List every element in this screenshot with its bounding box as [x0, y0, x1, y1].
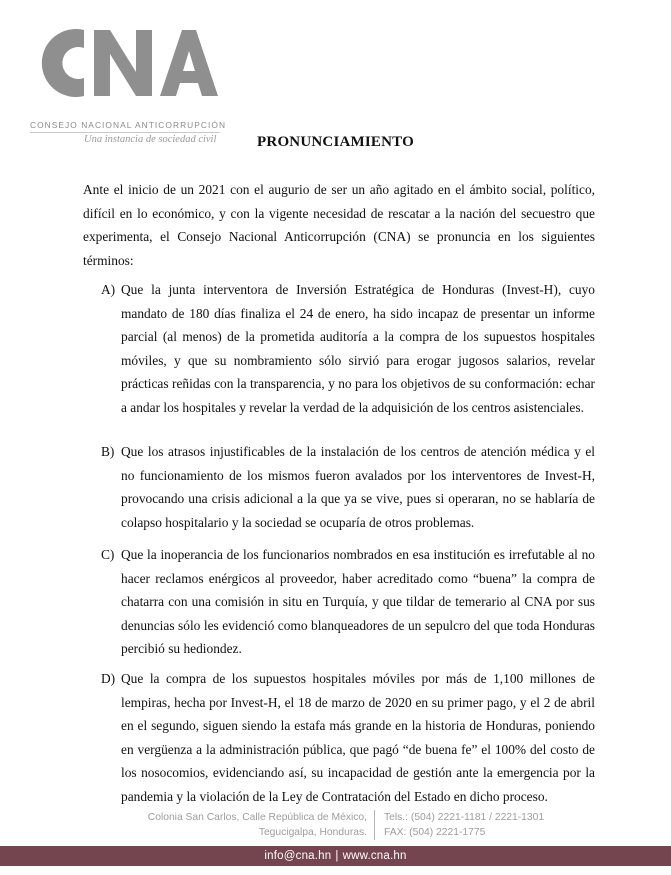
org-name: CONSEJO NACIONAL ANTICORRUPCIÓN	[30, 120, 227, 130]
address-line-1: Colonia San Carlos, Calle República de México,	[147, 812, 367, 823]
list-item-d	[101, 667, 595, 808]
logo-divider	[30, 132, 220, 133]
item-text: Que la junta interventora de Inversión Estratégica de Honduras (Invest-H), cuyo mandato de 180 días finaliza el 24 de enero, ha sido incapaz de presentar un informe parcial (al menos) de la prometida auditoría a la compra de los supuestos hospitales móviles, y que su nombramiento sólo sirvió para erogar jugosos salarios, revelar prácticas reñidas con la transparencia, y no para los objetivos de su conformación: echar a andar los hospitales y revelar la verdad de la adquisición de los centros asistenciales.	[121, 282, 595, 415]
phone-line: Tels.: (504) 2221-1181 / 2221-1301	[384, 812, 545, 823]
cna-logo	[26, 22, 227, 145]
document-title: PRONUNCIAMIENTO	[257, 134, 414, 150]
list-item-c	[101, 543, 595, 661]
footer-separator: |	[335, 850, 339, 862]
footer-phones	[384, 810, 544, 840]
footer-website[interactable]: www.cna.hn	[342, 850, 407, 862]
fax-line: FAX: (504) 2221-1775	[384, 827, 486, 838]
footer-address	[148, 810, 375, 840]
footer-email[interactable]: info@cna.hn	[264, 850, 332, 862]
item-text: Que la compra de los supuestos hospitales móviles por más de 1,100 millones de lempiras, hecha por Invest-H, el 18 de marzo de 2020 en su primer pago, y el 2 de abril en el segundo, siguen siendo la estafa más grande en la historia de Honduras, poniendo en vergüenza a la administración pública, que pagó “de buena fe” el 100% del costo de los nosocomios, evidenciando así, su incapacidad de gestión ante la emergencia por la pandemia y la violación de la Ley de Contratación del Estado en dicho proceso.	[121, 671, 595, 804]
list-item-a	[101, 278, 595, 419]
item-letter: C)	[101, 547, 115, 562]
item-text: Que la inoperancia de los funcionarios nombrados en esa institución es irrefutable al no hacer reclamos enérgicos al proveedor, haber acreditado como “buena” la compra de chatarra con una comisión in situ en Turquía, y que tildar de temerario al CNA por sus denuncias sólo les evidenció como blanqueadores de un sepulcro del que toda Honduras percibió su hediondez.	[121, 547, 595, 656]
org-tagline: Una instancia de sociedad civil	[84, 134, 217, 145]
cna-logo-text: CNA	[32, 28, 35, 29]
list-item-b	[101, 440, 595, 534]
footer-contact-bar	[0, 846, 671, 866]
intro-paragraph: Ante el inicio de un 2021 con el augurio de ser un año agitado en el ámbito social, político, difícil en lo económico, y con la vigente necesidad de rescatar a la nación del secuestro que experimenta, el Consejo Nacional Anticorrupción (CNA) se pronuncia en los siguientes términos:	[83, 182, 595, 268]
item-letter: A)	[101, 282, 116, 297]
item-letter: D)	[101, 671, 116, 686]
item-letter: B)	[101, 444, 115, 459]
item-text: Que los atrasos injustificables de la instalación de los centros de atención médica y el no funcionamiento de los mismos fueron avalados por los interventores de Invest-H, provocando una crisis adicional a la que ya se vive, pues si operaran, no se hablaría de colapso hospitalario y la sociedad se ocuparía de otros problemas.	[121, 444, 595, 530]
address-line-2: Tegucigalpa, Honduras.	[258, 827, 367, 838]
cna-logo-mark	[32, 28, 218, 98]
